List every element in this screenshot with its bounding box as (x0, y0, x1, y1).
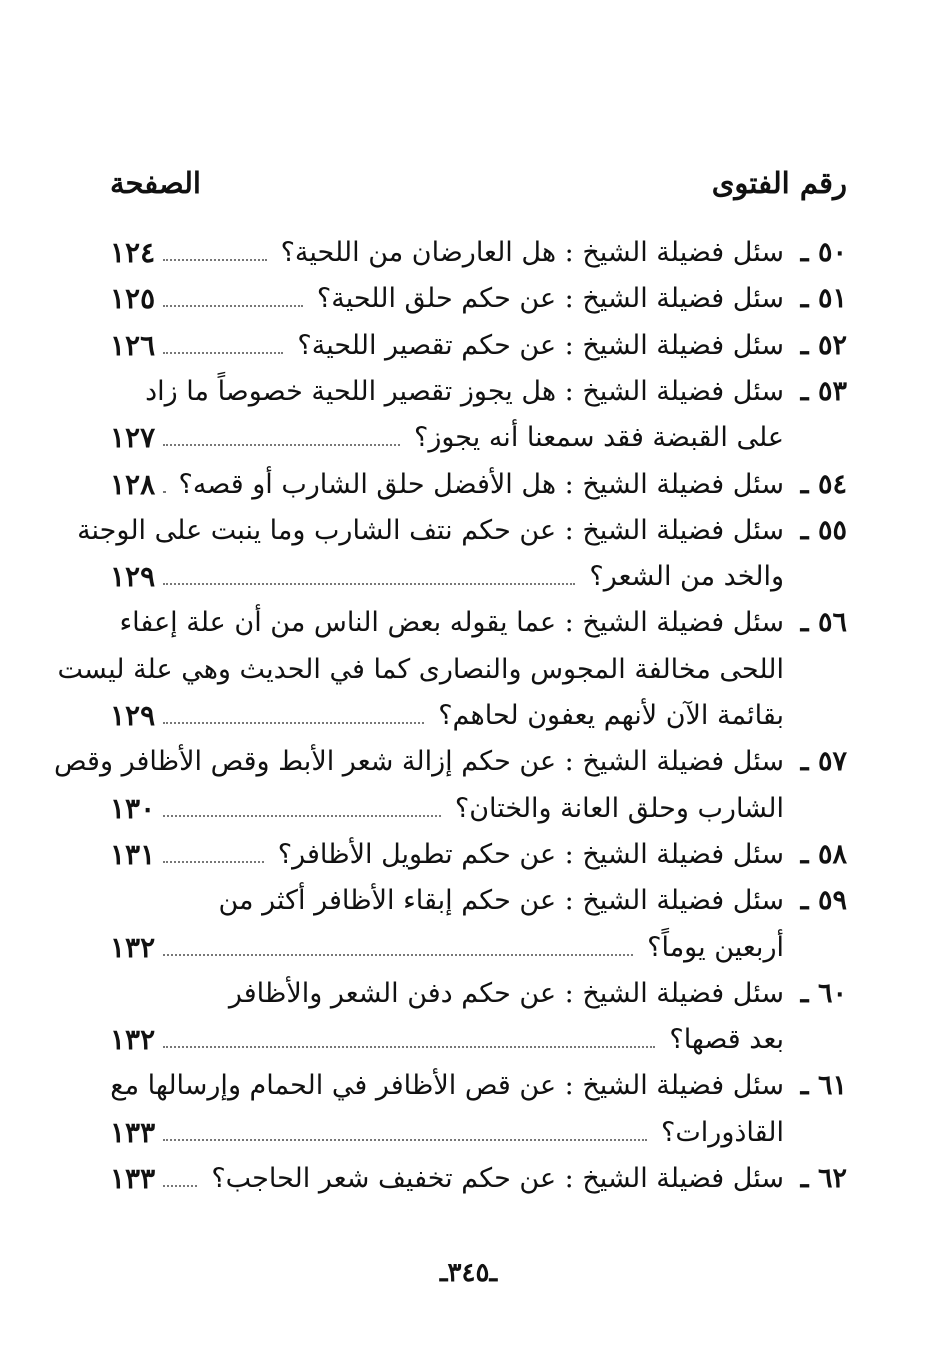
fatwa-number: ٥٤ ـ (800, 468, 847, 500)
page-reference: ١٢٨ (110, 467, 156, 501)
page-reference: ١٣٠ (110, 791, 156, 825)
fatwa-number: ٥١ ـ (800, 283, 847, 315)
page-reference: ١٢٩ (110, 560, 156, 594)
dot-leader (163, 722, 424, 724)
fatwa-question-text: سئل فضيلة الشيخ : عن حكم دفن الشعر والأظافر (228, 977, 784, 1009)
fatwa-question-text: سئل فضيلة الشيخ : عن حكم تخفيف شعر الحاجب؟ (211, 1163, 784, 1194)
toc-line (110, 1113, 847, 1153)
toc-line (110, 835, 847, 875)
fatwa-number: ٦٠ ـ (800, 977, 847, 1009)
fatwa-number: ٥٧ ـ (800, 746, 847, 778)
toc-line (110, 696, 847, 736)
fatwa-number: ٥٥ ـ (800, 514, 847, 546)
fatwa-question-text: سئل فضيلة الشيخ : عن حكم إزالة شعر الأبط وقص الأظافر وقص (53, 746, 784, 778)
toc-line (77, 511, 847, 551)
toc-line (110, 557, 847, 597)
fatwa-question-text: سئل فضيلة الشيخ : هل يجوز تقصير اللحية خصوصاً ما زاد (145, 375, 784, 407)
fatwa-question-text: سئل فضيلة الشيخ : عن حكم تطويل الأظافر؟ (277, 838, 784, 870)
fatwa-number: ٥٢ ـ (800, 329, 847, 361)
page-reference: ١٢٥ (110, 282, 156, 316)
fatwa-question-text: سئل فضيلة الشيخ : هل الأفضل حلق الشارب أو قصه؟ (178, 468, 784, 500)
toc-line (110, 1020, 847, 1060)
dot-leader (163, 1139, 647, 1141)
page-reference: ١٣٢ (110, 930, 156, 964)
fatwa-question-text: الشارب وحلق العانة والختان؟ (454, 792, 784, 824)
page-reference: ١٣٢ (110, 1023, 156, 1057)
fatwa-question-text: بقائمة الآن لأنهم يعفون لحاهم؟ (438, 700, 784, 731)
toc-line (110, 1159, 847, 1199)
page-reference: ١٢٧ (110, 421, 156, 455)
fatwa-question-text: والخد من الشعر؟ (589, 561, 784, 593)
toc-line (110, 233, 847, 273)
toc-line (110, 603, 847, 643)
fatwa-question-text: سئل فضيلة الشيخ : عن حكم نتف الشارب وما ينبت على الوجنة (77, 514, 784, 546)
fatwa-question-text: سئل فضيلة الشيخ : عما يقوله بعض الناس من أن علة إعفاء (119, 607, 784, 639)
fatwa-number: ٥٨ ـ (800, 838, 847, 870)
fatwa-question-text: اللحى مخالفة المجوس والنصارى كما في الحديث وهي علة ليست (57, 653, 784, 685)
page-reference: ١٣١ (110, 837, 156, 871)
page-number: ـ٣٤٥ـ (439, 1258, 498, 1288)
fatwa-number-header: رقم الفتوى (711, 166, 847, 200)
dot-leader (163, 954, 633, 956)
fatwa-number: ٦٢ ـ (800, 1163, 847, 1194)
fatwa-question-text: أربعين يوماً؟ (647, 931, 784, 963)
dot-leader (163, 305, 303, 307)
fatwa-number: ٦١ ـ (800, 1070, 847, 1102)
toc-line (110, 418, 847, 458)
toc-line (110, 372, 847, 412)
fatwa-question-text: سئل فضيلة الشيخ : عن قص الأظافر في الحمام وإرسالها مع (110, 1070, 784, 1102)
fatwa-question-text: القاذورات؟ (661, 1116, 784, 1148)
dot-leader (163, 1046, 655, 1048)
dot-leader (163, 491, 164, 493)
toc-line (110, 881, 847, 921)
fatwa-number: ٥٣ ـ (800, 375, 847, 407)
page-column-header: الصفحة (110, 166, 201, 200)
toc-line (110, 928, 847, 968)
toc-line (57, 650, 847, 690)
dot-leader (163, 815, 441, 817)
fatwa-question-text: سئل فضيلة الشيخ : هل العارضان من اللحية؟ (280, 237, 784, 268)
dot-leader (163, 259, 267, 261)
fatwa-question-text: سئل فضيلة الشيخ : عن حكم حلق اللحية؟ (316, 283, 784, 315)
toc-line (110, 1066, 847, 1106)
page-reference: ١٣٣ (110, 1162, 156, 1195)
dot-leader (163, 861, 264, 863)
page-reference: ١٣٣ (110, 1115, 156, 1149)
dot-leader (163, 583, 575, 585)
fatwa-question-text: سئل فضيلة الشيخ : عن حكم إبقاء الأظافر أكثر من (218, 885, 784, 917)
fatwa-number: ٥٠ ـ (800, 237, 847, 268)
toc-line (53, 742, 847, 782)
page-reference: ١٢٦ (110, 328, 156, 362)
fatwa-question-text: على القبضة فقد سمعنا أنه يجوز؟ (413, 422, 784, 454)
dot-leader (163, 1185, 197, 1187)
dot-leader (163, 444, 400, 446)
fatwa-number: ٥٦ ـ (800, 607, 847, 639)
dot-leader (163, 352, 283, 354)
fatwa-question-text: بعد قصها؟ (669, 1024, 784, 1056)
toc-line (110, 789, 847, 829)
fatwa-number: ٥٩ ـ (800, 885, 847, 917)
toc-line (110, 974, 847, 1014)
page-reference: ١٢٩ (110, 699, 156, 732)
toc-line (110, 326, 847, 366)
toc-line (110, 279, 847, 319)
page-reference: ١٢٤ (110, 236, 156, 269)
toc-line (110, 465, 847, 505)
fatwa-question-text: سئل فضيلة الشيخ : عن حكم تقصير اللحية؟ (297, 329, 784, 361)
